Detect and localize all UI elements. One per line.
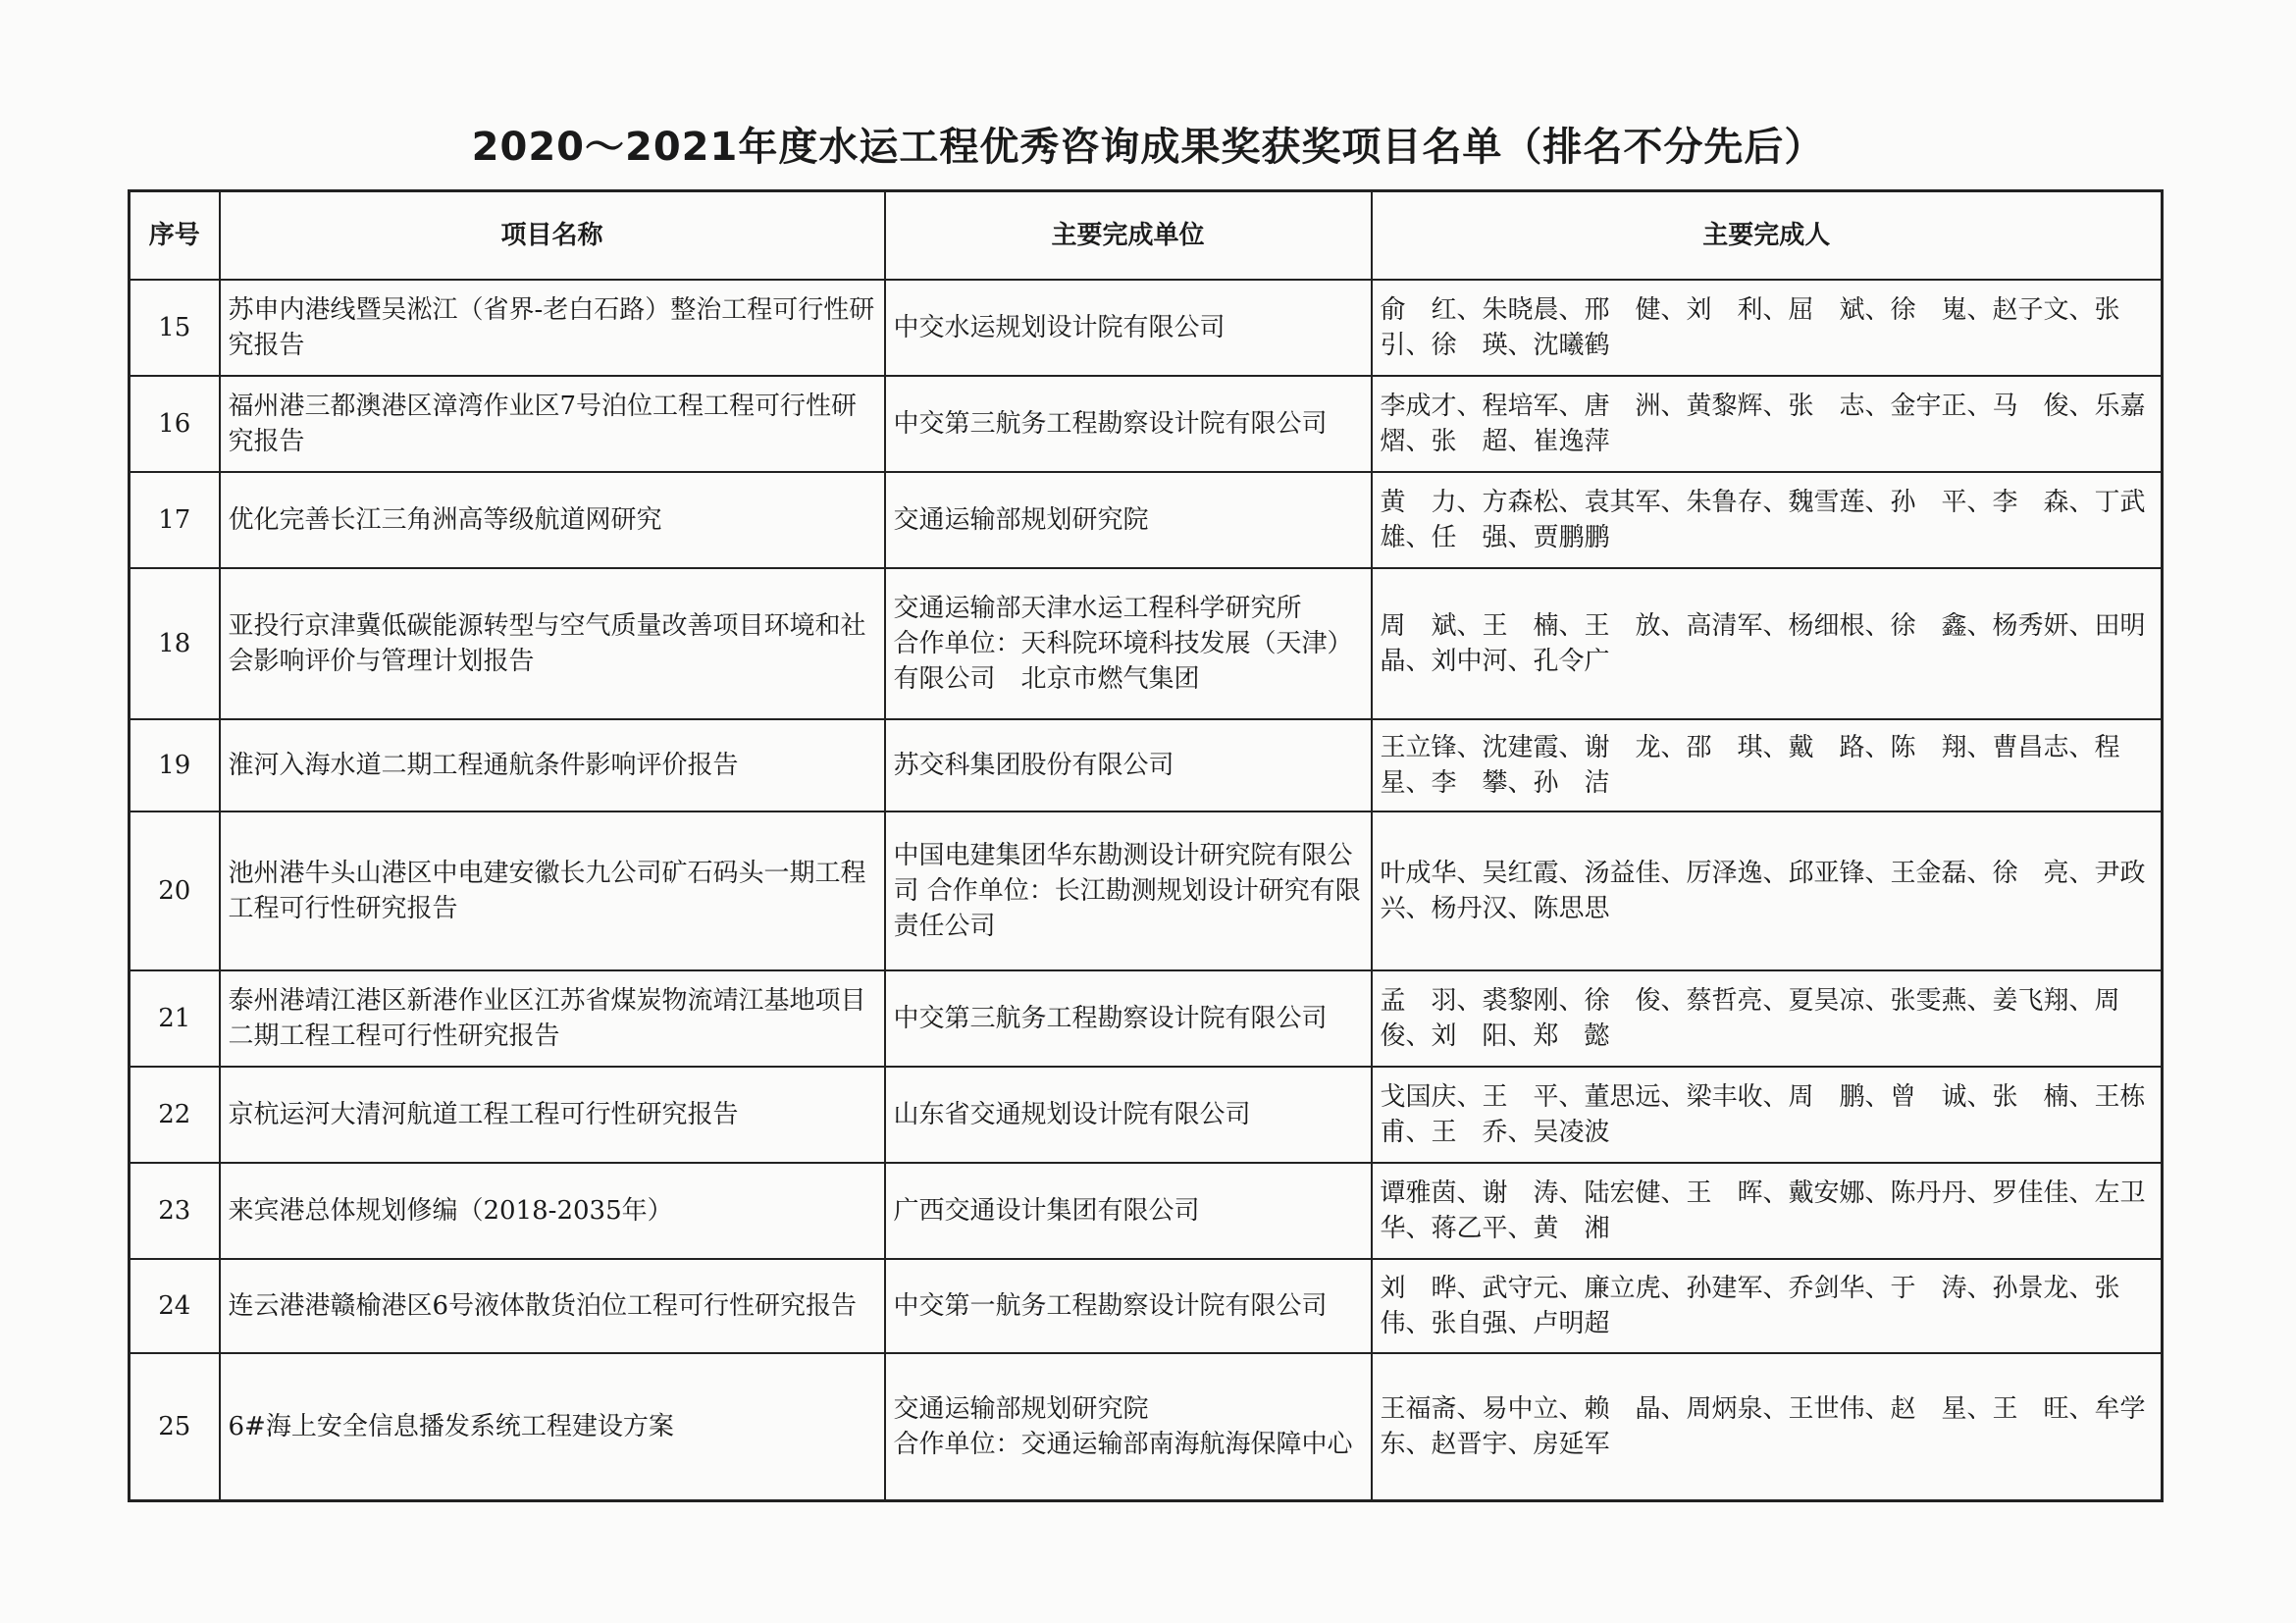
contributors: 王福斋、易中立、赖 晶、周炳泉、王世伟、赵 星、王 旺、牟学东、赵晋宇、房延军 — [1372, 1353, 2163, 1500]
organization: 交通运输部规划研究院 合作单位：交通运输部南海航海保障中心 — [885, 1353, 1372, 1500]
contributors: 王立锋、沈建霞、谢 龙、邵 琪、戴 路、陈 翔、曹昌志、程 星、李 攀、孙 洁 — [1372, 719, 2163, 812]
contributors: 俞 红、朱晓晨、邢 健、刘 利、屈 斌、徐 嵬、赵子文、张 引、徐 瑛、沈曦鹤 — [1372, 280, 2163, 376]
organization: 中交第三航务工程勘察设计院有限公司 — [885, 376, 1372, 472]
contributors: 刘 晔、武守元、廉立虎、孙建军、乔剑华、于 涛、孙景龙、张 伟、张自强、卢明超 — [1372, 1259, 2163, 1353]
project-name: 优化完善长江三角洲高等级航道网研究 — [220, 472, 885, 568]
page-title: 2020～2021年度水运工程优秀咨询成果奖获奖项目名单（排名不分先后） — [471, 125, 1825, 170]
project-name: 京杭运河大清河航道工程工程可行性研究报告 — [220, 1067, 885, 1163]
contributors: 谭雅茵、谢 涛、陆宏健、王 晖、戴安娜、陈丹丹、罗佳佳、左卫华、蒋乙平、黄 湘 — [1372, 1163, 2163, 1259]
project-name: 池州港牛头山港区中电建安徽长九公司矿石码头一期工程工程可行性研究报告 — [220, 812, 885, 970]
table-row — [130, 376, 2163, 472]
table-row — [130, 280, 2163, 376]
table-row — [130, 1353, 2163, 1500]
serial-number: 16 — [130, 376, 220, 472]
header-project-name: 项目名称 — [220, 191, 885, 281]
contributors: 周 斌、王 楠、王 放、高清军、杨细根、徐 鑫、杨秀妍、田明晶、刘中河、孔令广 — [1372, 568, 2163, 719]
project-name: 亚投行京津冀低碳能源转型与空气质量改善项目环境和社会影响评价与管理计划报告 — [220, 568, 885, 719]
contributors: 李成才、程培军、唐 洲、黄黎辉、张 志、金宇正、马 俊、乐嘉熠、张 超、崔逸萍 — [1372, 376, 2163, 472]
serial-number: 20 — [130, 812, 220, 970]
table-row — [130, 568, 2163, 719]
project-name: 连云港港赣榆港区6号液体散货泊位工程可行性研究报告 — [220, 1259, 885, 1353]
header-contributors: 主要完成人 — [1372, 191, 2163, 281]
serial-number: 18 — [130, 568, 220, 719]
table-row — [130, 1259, 2163, 1353]
organization: 中交水运规划设计院有限公司 — [885, 280, 1372, 376]
serial-number: 25 — [130, 1353, 220, 1500]
project-name: 泰州港靖江港区新港作业区江苏省煤炭物流靖江基地项目二期工程工程可行性研究报告 — [220, 970, 885, 1067]
table-header-row — [130, 191, 2163, 281]
serial-number: 22 — [130, 1067, 220, 1163]
table-row — [130, 1163, 2163, 1259]
table-row — [130, 1067, 2163, 1163]
organization: 苏交科集团股份有限公司 — [885, 719, 1372, 812]
serial-number: 24 — [130, 1259, 220, 1353]
organization: 中交第一航务工程勘察设计院有限公司 — [885, 1259, 1372, 1353]
contributors: 孟 羽、裘黎刚、徐 俊、蔡哲亮、夏昊凉、张雯燕、姜飞翔、周 俊、刘 阳、郑 懿 — [1372, 970, 2163, 1067]
project-name: 6#海上安全信息播发系统工程建设方案 — [220, 1353, 885, 1500]
organization: 交通运输部天津水运工程科学研究所 合作单位：天科院环境科技发展（天津）有限公司 北京市燃气集团 — [885, 568, 1372, 719]
serial-number: 21 — [130, 970, 220, 1067]
contributors: 戈国庆、王 平、董思远、梁丰收、周 鹏、曾 诚、张 楠、王栋甫、王 乔、吴凌波 — [1372, 1067, 2163, 1163]
project-name: 淮河入海水道二期工程通航条件影响评价报告 — [220, 719, 885, 812]
organization: 山东省交通规划设计院有限公司 — [885, 1067, 1372, 1163]
header-organization: 主要完成单位 — [885, 191, 1372, 281]
table-row — [130, 472, 2163, 568]
serial-number: 17 — [130, 472, 220, 568]
serial-number: 19 — [130, 719, 220, 812]
contributors: 叶成华、吴红霞、汤益佳、厉泽逸、邱亚锋、王金磊、徐 亮、尹政兴、杨丹汉、陈思思 — [1372, 812, 2163, 970]
table-row — [130, 812, 2163, 970]
organization: 中交第三航务工程勘察设计院有限公司 — [885, 970, 1372, 1067]
organization: 中国电建集团华东勘测设计研究院有限公司 合作单位：长江勘测规划设计研究有限责任公司 — [885, 812, 1372, 970]
organization: 广西交通设计集团有限公司 — [885, 1163, 1372, 1259]
project-name: 来宾港总体规划修编（2018-2035年） — [220, 1163, 885, 1259]
project-name: 苏申内港线暨吴淞江（省界-老白石路）整治工程可行性研究报告 — [220, 280, 885, 376]
organization: 交通运输部规划研究院 — [885, 472, 1372, 568]
header-serial-number: 序号 — [130, 191, 220, 281]
contributors: 黄 力、方森松、袁其军、朱鲁存、魏雪莲、孙 平、李 森、丁武雄、任 强、贾鹏鹏 — [1372, 472, 2163, 568]
serial-number: 15 — [130, 280, 220, 376]
table-row — [130, 970, 2163, 1067]
project-name: 福州港三都澳港区漳湾作业区7号泊位工程工程可行性研究报告 — [220, 376, 885, 472]
serial-number: 23 — [130, 1163, 220, 1259]
table-row — [130, 719, 2163, 812]
awards-table — [128, 189, 2164, 1502]
